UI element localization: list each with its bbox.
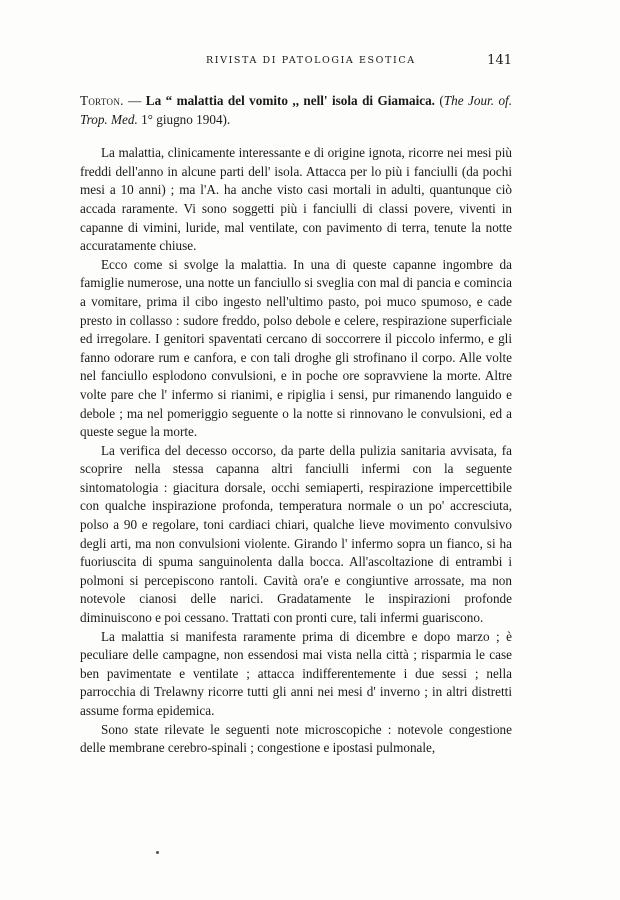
paragraph: Ecco come si svolge la malattia. In una di queste capanne ingombre da famiglie numerose, una notte un fanciullo si sveglia con mal di pancia e comincia a vomitare, prima il cibo ingesto nell'ultimo pasto, poi muco spumoso, e cade presto in collasso : sudore freddo, polso debole e celere, respirazione superficiale ed irregolare. I genitori spaventati cercano di soccorrere il piccolo infermo, e gli fanno odorare rum e canfora, e con tali droghe gli strofinano il corpo. Alle volte nel fanciullo esplodono convulsioni, e in poche ore sopravviene la morte. Altre volte pare che l' infermo si rianimi, e ripiglia i sensi, pur rimanendo languido e debole ; ma nel pomeriggio seguente o la notte si rinnovano le convulsioni, ed a queste segue la morte. bbox=[80, 256, 512, 440]
reference-journal-abbrev: of. Trop. Med. bbox=[80, 93, 512, 127]
reference-date: 1° giugno 1904). bbox=[137, 111, 231, 127]
reference-dash: — bbox=[123, 93, 146, 108]
article-body bbox=[80, 92, 512, 758]
paragraph: La malattia si manifesta raramente prima di dicembre e dopo marzo ; è peculiare delle campagne, non essendosi mai vista nella città ; risparmia le case ben pavimentate e ventilate ; attacca indifferentemente i due sessi ; nella parrocchia di Trelawny ricorre tutti gli anni nei mesi d' inverno ; in altri distretti assume forma epidemica. bbox=[80, 628, 512, 718]
paragraph: Sono state rilevate le seguenti note microscopiche : notevole congestione delle membrane cerebro-spinali ; congestione e ipostasi pulmonale, bbox=[80, 721, 512, 756]
paragraph: La malattia, clinicamente interessante e di origine ignota, ricorre nei mesi più freddi dell'anno in alcune parti dell' isola. Attacca per lo più i fanciulli (da pochi mesi a 10 anni) ; ma l'A. ha anche visto casi mortali in adulti, quantunque ciò accada raramente. Vi sono soggetti più i fanciulli di classi povere, viventi in capanne di vimini, luride, mal ventilate, con pavimento di terra, tenute la notte accuratamente chiuse. bbox=[80, 145, 512, 254]
page-header bbox=[80, 55, 512, 71]
paragraph: La verifica del decesso occorso, da parte della pulizia sanitaria avvisata, fa scoprire nella stessa capanna altri fanciulli infermi con la seguente sintomatologia : giacitura dorsale, occhi semiaperti, respirazione impercettibile con qualche inspirazione profonda, temperatura normale o un po' accresciuta, polso a 90 e regolare, toni cardiaci chiari, qualche lieve movimento convulsivo degli arti, ma non convulsioni violente. Girando l' infermo sopra un fianco, si ha fuoriuscita di spuma sanguinolenta dalla bocca. All'ascoltazione di entrambi i polmoni si percepiscono rantoli. Cavità ora'e e congiuntive arrossate, ma non notevole cianosi delle narici. Gradatamente le inspirazioni profonde diminuiscono e poi cessano. Trattati con pronti cure, tali infermi guariscono. bbox=[80, 442, 512, 626]
page-number: 141 bbox=[487, 53, 512, 68]
reference-title: La “ malattia del vomito ,, nell' isola di Giamaica. bbox=[145, 93, 435, 108]
running-title: RIVISTA DI PATOLOGIA ESOTICA bbox=[206, 55, 416, 66]
reference-open-paren: ( bbox=[434, 93, 444, 108]
reference-journal: The Jour. bbox=[443, 93, 495, 108]
reference-author: Torton. bbox=[80, 93, 124, 108]
scan-speck bbox=[156, 851, 159, 854]
bibliographic-reference bbox=[80, 92, 512, 129]
